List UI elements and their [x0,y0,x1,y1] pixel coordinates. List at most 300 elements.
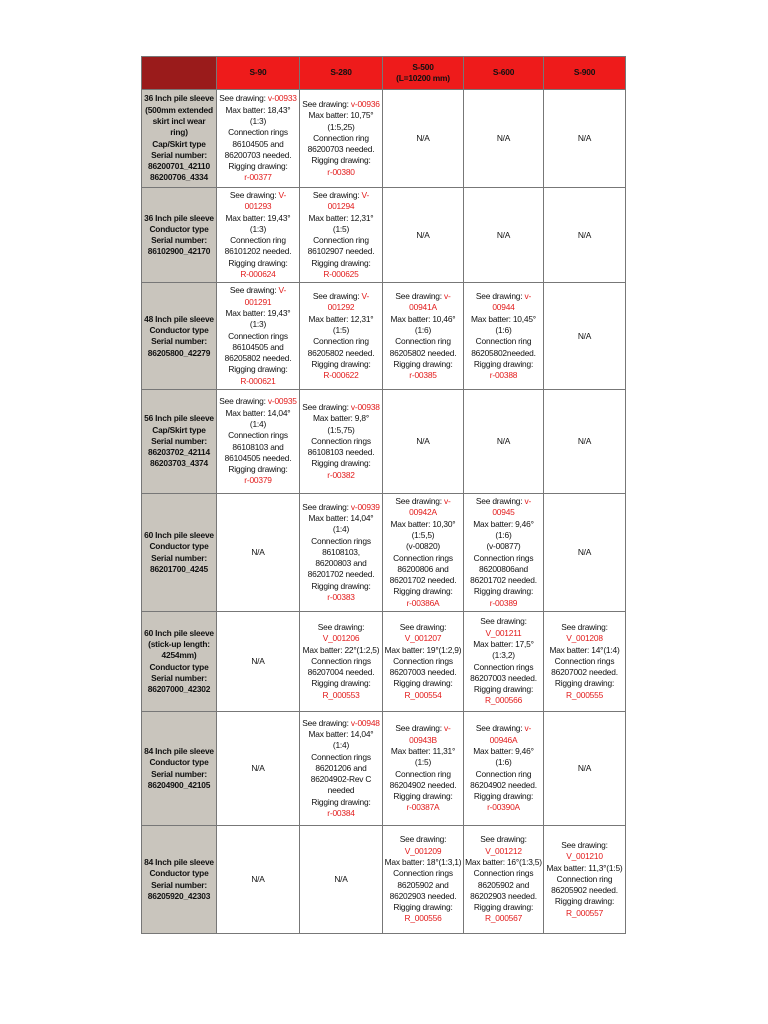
table-cell [544,90,626,188]
cell-text: (v-00820) [405,541,441,552]
cell-line [218,376,298,387]
table-cell [300,90,383,188]
cell-line [218,308,298,331]
cell-text: 86201206 and [315,762,367,773]
drawing-reference: v-00935 [267,396,297,407]
not-applicable-text: N/A [577,229,592,240]
cell-text: Max batter: 19°(1:2,9) [384,644,462,655]
drawing-reference: V_001207 [404,633,442,644]
drawing-reference: v-00938 [350,402,380,412]
cell-text: Max batter: 10,30°(1:5,5) [390,518,456,540]
cell-text: See drawing: [395,291,445,302]
cell-text: Connection ring [313,235,369,246]
table-row [142,188,626,283]
cell-line [218,258,298,269]
drawing-reference: v-00944 [492,291,532,313]
cell-line [384,678,462,689]
cell-line [384,348,462,359]
row-header-cell [142,612,217,712]
not-applicable-text: N/A [251,655,265,666]
cell-text: 86108103, [322,546,360,557]
cell-line [301,797,381,808]
table-cell [464,390,544,494]
cell-text: Rigging drawing: [554,678,615,689]
cell-line [465,834,542,857]
cell-text: Max batter: 14°(1:4) [549,644,620,655]
cell-line [465,616,542,639]
drawing-reference: R-000621 [240,375,276,386]
cell-line [384,868,462,879]
cell-line [301,785,381,796]
drawing-reference: r-00385 [409,370,437,381]
cell-line [218,364,298,375]
cell-text: Max batter: 9,46° (1:6) [473,745,534,768]
cell-text: Max batter: 18,43°(1:3) [225,104,291,126]
cell-text: Rigging drawing: [473,791,534,802]
cell-text: Connection rings [311,751,371,762]
cell-text: Max batter: 18°(1:3,1) [384,856,462,867]
cell-text: 86204902 needed. [389,779,457,790]
table-cell [544,188,626,283]
cell-line [465,695,542,706]
cell-line [301,447,381,458]
cell-text: Connection rings [228,127,288,138]
cell-text: Connection ring [230,235,286,246]
drawing-reference: r-00383 [327,592,355,603]
cell-text: 86207002 needed. [551,667,618,678]
cell-line [218,172,298,183]
cell-text: Max batter: 10,45° (1:6) [471,313,536,335]
not-applicable-text: N/A [334,873,348,884]
cell-line [301,291,381,314]
row-header-line: 86102900_42170 [147,246,211,257]
row-header-cell [142,283,217,390]
cell-line [545,896,624,907]
cell-text: See drawing: [229,285,279,296]
drawing-reference: R-000624 [240,269,276,280]
cell-text: (v-00877) [486,541,521,552]
cell-line [301,470,381,481]
column-header-line: S-500 [412,61,434,72]
row-header-line: 36 Inch pile sleeve [144,93,214,104]
cell-line [384,746,462,769]
cell-line [384,314,462,337]
table-cell [217,90,300,188]
cell-line [218,453,298,464]
header-corner-cell [142,57,217,90]
cell-line [218,442,298,453]
cell-line [301,155,381,166]
not-applicable-text: N/A [416,435,430,446]
cell-text: Rigging drawing: [228,364,288,375]
cell-text: Connection rings [393,655,453,666]
drawing-reference: r-00388 [489,370,518,381]
cell-line [465,564,542,575]
table-row [142,494,626,612]
table-cell [383,826,464,934]
table-cell [544,826,626,934]
cell-text: Connection ring [313,132,369,143]
cell-text: 86205802 needed. [389,347,457,358]
drawing-reference: R_000553 [322,689,360,700]
cell-line [301,874,381,885]
cell-line [301,763,381,774]
cell-line [465,314,542,337]
cell-line [465,857,542,868]
cell-line [301,547,381,558]
cell-text: Rigging drawing: [473,902,534,913]
row-header-line: Serial number: [151,672,207,683]
drawing-reference: r-00382 [327,469,355,480]
not-applicable-text: N/A [577,132,592,143]
table-cell [383,612,464,712]
cell-line [465,780,542,791]
cell-text: Connection ring [313,336,369,347]
cell-text: See drawing: [561,840,608,850]
cell-line [465,723,542,746]
cell-line [465,880,542,891]
cell-text: See drawing: [395,496,445,507]
header-row [142,57,626,90]
cell-line [545,763,624,774]
cell-line [384,857,462,868]
cell-line [384,802,462,813]
cell-text: Max batter: 9,46° (1:6) [473,518,534,540]
table-body [142,90,626,934]
cell-line [545,436,624,447]
not-applicable-text: N/A [496,229,511,240]
cell-text: Max batter: 11,3°(1:5) [546,862,623,873]
cell-line [384,913,462,924]
cell-line [301,359,381,370]
not-applicable-text: N/A [577,435,592,446]
table-cell [300,188,383,283]
cell-line [384,496,462,519]
row-header-line: Serial number: [151,336,207,347]
cell-line [465,673,542,684]
row-header-line: 86207000_42302 [147,684,211,695]
cell-line [301,413,381,436]
table-cell [300,612,383,712]
cell-line [218,763,298,774]
cell-line [545,230,624,241]
cell-line [384,834,462,857]
cell-line [545,885,624,896]
cell-text: See drawing: [312,190,362,200]
row-header-line: Conductor type [149,541,209,552]
cell-line [301,167,381,178]
cell-line [218,269,298,280]
cell-text: See drawing: [302,501,351,512]
cell-text: See drawing: [317,622,365,632]
row-header-cell [142,90,217,188]
cell-text: Rigging drawing: [554,896,615,907]
cell-line [384,656,462,667]
cell-text: See drawing: [312,291,362,302]
cell-line [384,133,462,144]
drawing-reference: v-00933 [267,93,297,104]
cell-line [465,575,542,586]
row-header-line: Cap/Skirt type [152,424,206,435]
cell-line [218,874,298,885]
cell-line [301,348,381,359]
column-header-line: S-900 [573,67,596,78]
drawing-reference: V_001206 [322,633,360,644]
cell-line [218,547,298,558]
cell-line [218,105,298,128]
cell-line [545,863,624,874]
cell-line [301,513,381,536]
cell-text: Rigging drawing: [228,464,288,475]
cell-line [218,430,298,441]
row-header-line: 86204900_42105 [147,779,211,790]
cell-line [384,598,462,609]
cell-line [545,547,624,558]
cell-line [301,110,381,133]
cell-text: 86201702 needed. [307,569,375,580]
cell-line [301,752,381,763]
cell-line [218,464,298,475]
cell-text: 86205902 and [397,879,449,890]
cell-text: Connection rings [228,330,288,341]
cell-line [384,667,462,678]
drawing-reference: R_000567 [484,913,523,924]
cell-line [545,874,624,885]
cell-line [218,396,298,407]
cell-line [545,840,624,863]
table-cell [383,283,464,390]
cell-text: Max batter: 9,8°(1:5,75) [312,413,369,435]
cell-line [218,475,298,486]
cell-line [465,891,542,902]
cell-text: Rigging drawing: [473,358,534,369]
cell-line [384,586,462,597]
not-applicable-text: N/A [577,330,592,341]
table-row [142,283,626,390]
cell-text: Rigging drawing: [393,902,453,913]
cell-line [301,569,381,580]
cell-line [218,285,298,308]
drawing-reference: V-001291 [244,285,287,307]
table-cell [383,712,464,826]
cell-text: Connection rings [473,661,534,672]
cell-line [301,269,381,280]
cell-line [545,133,624,144]
cell-line [465,436,542,447]
cell-text: Connection rings [473,868,534,879]
table-row [142,90,626,188]
cell-line [384,436,462,447]
cell-line [301,678,381,701]
table-header [142,57,626,90]
cell-line [465,913,542,924]
cell-line [465,586,542,597]
cell-line [301,774,381,785]
cell-line [301,402,381,413]
row-header-line: Cap/Skirt type [152,138,206,149]
cell-line [545,645,624,656]
cell-line [465,802,542,813]
cell-text: Rigging drawing: [228,161,288,172]
cell-line [218,656,298,667]
cell-text: 86204902 needed. [470,779,537,790]
table-cell [217,188,300,283]
cell-line [301,246,381,257]
cell-text: 86200806and [478,563,529,574]
drawing-reference: r-00386A [406,597,440,608]
cell-text: See drawing: [229,190,279,200]
cell-line [465,684,542,695]
cell-text: 86201702 needed. [470,575,537,586]
table-cell [300,283,383,390]
cell-line [384,780,462,791]
not-applicable-text: N/A [416,132,430,143]
drawing-reference: r-00379 [244,475,272,486]
cell-text: Connection ring [475,336,532,347]
cell-line [384,291,462,314]
drawing-reference: r-00387A [406,802,440,813]
cell-text: Max batter: 14,04°(1:4) [308,729,374,751]
row-header-line: 86205920_42303 [147,890,211,901]
cell-line [218,161,298,172]
drawing-reference: R_000555 [565,689,604,700]
row-header-line: Conductor type [149,223,209,234]
cell-text: Connection rings [473,552,534,563]
table-row [142,390,626,494]
cell-text: Connection rings [311,655,371,666]
table-cell [544,283,626,390]
cell-text: See drawing: [219,93,268,104]
cell-line [465,746,542,769]
cell-text: See drawing: [475,496,525,507]
table-cell [217,283,300,390]
cell-text: Rigging drawing: [473,586,534,597]
table-cell [217,712,300,826]
cell-line [218,150,298,161]
cell-line [301,133,381,144]
cell-line [384,564,462,575]
cell-line [218,139,298,150]
row-header-cell [142,826,217,934]
cell-text: See drawing: [399,622,447,632]
table-cell [464,712,544,826]
cell-text: Rigging drawing: [311,155,371,166]
cell-text: Connection ring [475,768,532,779]
cell-text: 86205902 and [477,879,530,890]
cell-line [384,359,462,370]
cell-text: 86205802 needed. [224,353,292,364]
cell-line [384,645,462,656]
table-cell [383,390,464,494]
cell-text: Max batter: 19,43°(1:3) [225,307,291,330]
cell-text: 86207004 needed. [307,667,375,678]
drawing-reference: v-00945 [492,496,532,518]
cell-text: See drawing: [399,834,447,845]
cell-line [301,99,381,110]
cell-text: 86101202 needed. [224,246,292,257]
table-cell [464,612,544,712]
table-row [142,712,626,826]
cell-line [384,791,462,802]
row-header-line: Serial number: [151,879,207,890]
cell-line [301,190,381,213]
drawing-reference: V_001211 [485,627,522,638]
cell-text: 86200803 and [315,558,367,569]
cell-text: Connection rings [554,655,615,666]
row-header-line: Serial number: [151,435,207,446]
cell-text: 86200703 needed. [224,149,292,160]
row-header-line: Serial number: [151,768,207,779]
cell-line [465,519,542,542]
cell-text: 86207003 needed. [389,667,457,678]
column-header [217,57,300,90]
drawing-reference: V_001212 [485,845,522,856]
cell-line [218,353,298,364]
table-cell [300,712,383,826]
cell-line [465,553,542,564]
cell-line [384,769,462,780]
cell-text: See drawing: [302,402,351,412]
table-row [142,612,626,712]
cell-line [218,93,298,104]
column-header [464,57,544,90]
row-header-line: 48 Inch pile sleeve [144,313,214,324]
row-header-line: 86200701_42110 [148,161,210,172]
cell-text: Max batter: 22°(1:2,5) [302,644,380,655]
table-cell [544,712,626,826]
table-cell [383,494,464,612]
drawing-reference: R-000625 [323,269,359,280]
row-header-line: Serial number: [151,235,207,246]
not-applicable-text: N/A [496,132,511,143]
cell-text: Rigging drawing: [228,257,288,268]
cell-text: Connection ring [556,873,613,884]
row-header-line: 86203702_42114 [148,447,210,458]
drawing-reference: R-000622 [323,370,359,381]
cell-line [545,331,624,342]
table-cell [217,494,300,612]
cell-line [301,729,381,752]
cell-text: Max batter: 10,46° (1:6) [390,313,456,335]
table-cell [544,390,626,494]
row-header-line: (stick-up length: [148,638,210,649]
cell-text: See drawing: [475,291,525,302]
cell-line [465,348,542,359]
drawing-reference: v-00941A [409,291,451,313]
cell-text: Rigging drawing: [473,684,534,695]
cell-text: 86102907 needed. [307,246,375,257]
cell-text: Rigging drawing: [311,257,371,268]
table-cell [217,826,300,934]
cell-text: Max batter: 12,31°(1:5) [308,212,374,234]
column-header [544,57,626,90]
cell-text: 86205802 needed. [307,347,375,358]
not-applicable-text: N/A [416,229,430,240]
cell-line [465,598,542,609]
column-header [300,57,383,90]
table-cell [464,90,544,188]
drawing-reference: R_000556 [404,913,442,924]
cell-line [301,558,381,569]
cell-line [301,458,381,469]
table-cell [464,494,544,612]
table-cell [217,390,300,494]
cell-text: 86202903 needed. [389,890,457,901]
drawing-reference: R_000554 [404,689,442,700]
drawing-reference: R_000566 [484,695,523,706]
cell-text: Connection rings [311,435,371,446]
drawing-reference: V-001292 [327,291,370,313]
